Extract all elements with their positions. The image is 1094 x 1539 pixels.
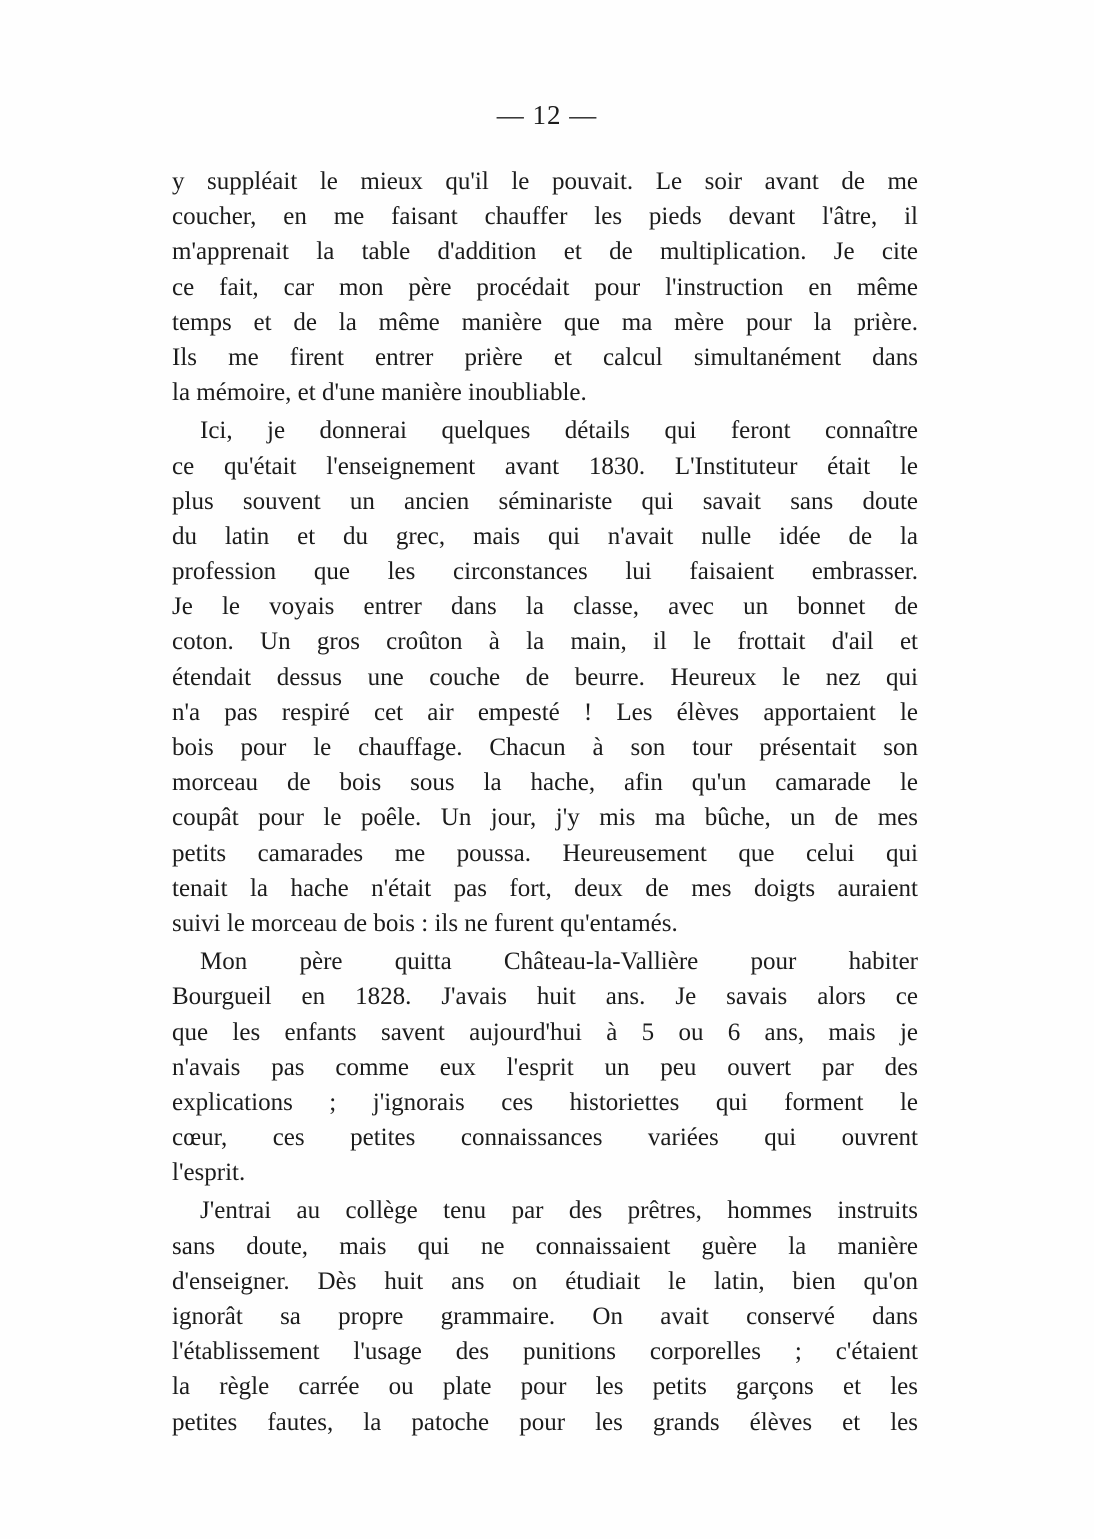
text-line: ce fait, car mon père procédait pour l'instruction en même (172, 273, 918, 301)
text-line: du latin et du grec, mais qui n'avait nulle idée de la (172, 522, 918, 550)
text-line: n'avais pas comme eux l'esprit un peu ouvert par des (172, 1053, 918, 1081)
text-line: profession que les circonstances lui faisaient embrasser. (172, 558, 918, 586)
paragraph-2 (172, 413, 918, 941)
text-line: étendait dessus une couche de beurre. Heureux le nez qui (172, 663, 918, 691)
text-line: petites fautes, la patoche pour les grands élèves et les (172, 1408, 918, 1436)
text-line: l'esprit. (172, 1159, 246, 1187)
text-line: suivi le morceau de bois : ils ne furent qu'entamés. (172, 909, 678, 937)
text-line: l'établissement l'usage des punitions corporelles ; c'étaient (172, 1338, 918, 1366)
text-line: que les enfants savent aujourd'hui à 5 ou 6 ans, mais je (172, 1018, 918, 1046)
text-line: ignorât sa propre grammaire. On avait conservé dans (172, 1303, 918, 1330)
text-line: n'a pas respiré cet air empesté ! Les élèves apportaient le (172, 698, 918, 726)
paragraph-4 (172, 1193, 918, 1439)
text-line: y suppléait le mieux qu'il le pouvait. Le soir avant de me (172, 168, 918, 195)
text-line: Ils me firent entrer prière et calcul simultanément dans (172, 343, 918, 371)
page-number: — 12 — (496, 100, 598, 130)
text-line: petits camarades me poussa. Heureusement que celui qui (172, 839, 918, 867)
text-line: bois pour le chauffage. Chacun à son tour présentait son (172, 734, 918, 761)
text-line: d'enseigner. Dès huit ans on étudiait le latin, bien qu'on (172, 1267, 918, 1295)
text-line: m'apprenait la table d'addition et de multiplication. Je cite (172, 238, 918, 266)
text-line: ce qu'était l'enseignement avant 1830. L'Instituteur était le (172, 452, 918, 480)
text-line: coton. Un gros croûton à la main, il le frottait d'ail et (172, 628, 918, 656)
text-line: Je le voyais entrer dans la classe, avec un bonnet de (172, 593, 918, 621)
text-line: Mon père quitta Château-la-Vallière pour habiter (200, 948, 918, 976)
text-line: temps et de la même manière que ma mère pour la prière. (172, 308, 918, 336)
text-line: explications ; j'ignorais ces historiettes qui forment le (172, 1088, 918, 1116)
text-line: la mémoire, et d'une manière inoubliable. (172, 379, 587, 407)
text-line: Ici, je donnerai quelques détails qui feront connaître (200, 417, 918, 445)
text-line: morceau de bois sous la hache, afin qu'un camarade le (172, 769, 918, 797)
text-line: J'entrai au collège tenu par des prêtres, hommes instruits (200, 1197, 918, 1225)
text-line: Bourgueil en 1828. J'avais huit ans. Je savais alors ce (172, 983, 918, 1011)
paragraph-3 (172, 944, 918, 1190)
text-line: sans doute, mais qui ne connaissaient guère la manière (172, 1232, 918, 1260)
text-line: plus souvent un ancien séminariste qui savait sans doute (172, 487, 918, 515)
text-line: tenait la hache n'était pas fort, deux de mes doigts auraient (172, 874, 918, 902)
text-line: coupât pour le poêle. Un jour, j'y mis ma bûche, un de mes (172, 804, 918, 832)
paragraph-1 (172, 164, 918, 410)
text-line: la règle carrée ou plate pour les petits garçons et les (172, 1373, 918, 1401)
body-text (172, 164, 918, 1440)
text-line: coucher, en me faisant chauffer les pieds devant l'âtre, il (172, 203, 918, 231)
text-line: cœur, ces petites connaissances variées qui ouvrent (172, 1124, 918, 1152)
